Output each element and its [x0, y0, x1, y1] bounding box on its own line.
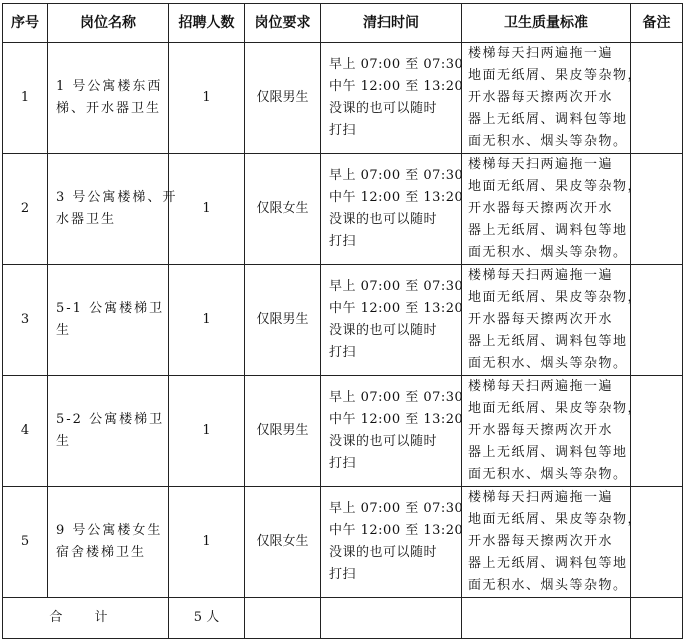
- total-empty-cell: [321, 598, 462, 639]
- time-line: 中午 12:00 至 13:20: [329, 79, 464, 94]
- total-count: 5 人: [169, 598, 245, 639]
- standard-line: 面无积水、烟头等杂物。: [468, 578, 628, 593]
- cell-position-name: [48, 376, 169, 487]
- recruitment-table: [2, 3, 683, 639]
- standard-line: 开水器每天擦两次开水: [468, 312, 614, 327]
- time-line: 中午 12:00 至 13:20: [329, 190, 464, 205]
- standard-line: 楼梯每天扫两遍拖一遍: [468, 157, 614, 172]
- time-line: 打扫: [329, 234, 357, 249]
- table-row: [3, 487, 683, 598]
- standard-line: 地面无纸屑、果皮等杂物，: [468, 179, 643, 194]
- name-line: 5-2 公寓楼梯卫: [56, 412, 165, 427]
- standard-line: 地面无纸屑、果皮等杂物，: [468, 401, 643, 416]
- cell-note: [631, 487, 683, 598]
- cell-cleaning-time: [321, 265, 462, 376]
- time-line: 没课的也可以随时: [329, 212, 438, 227]
- standard-line: 开水器每天擦两次开水: [468, 423, 614, 438]
- name-line: 宿舍楼梯卫生: [56, 545, 147, 560]
- standard-line: 地面无纸屑、果皮等杂物，: [468, 512, 643, 527]
- cell-requirement: 仅限女生: [245, 154, 321, 265]
- total-row: [3, 598, 683, 639]
- cell-count: 1: [169, 43, 245, 154]
- cell-no: 5: [3, 487, 48, 598]
- cell-note: [631, 376, 683, 487]
- time-line: 没课的也可以随时: [329, 101, 438, 116]
- standard-line: 器上无纸屑、调料包等地: [468, 445, 628, 460]
- standard-line: 器上无纸屑、调料包等地: [468, 112, 628, 127]
- cell-cleaning-time: [321, 376, 462, 487]
- standard-line: 面无积水、烟头等杂物。: [468, 467, 628, 482]
- time-line: 中午 12:00 至 13:20: [329, 523, 464, 538]
- header-count: 招聘人数: [169, 4, 245, 43]
- header-no: 序号: [3, 4, 48, 43]
- header-cleaning-time: 清扫时间: [321, 4, 462, 43]
- time-line: 没课的也可以随时: [329, 434, 438, 449]
- cell-note: [631, 265, 683, 376]
- name-line: 1 号公寓楼东西: [56, 79, 163, 94]
- header-row: [3, 4, 683, 43]
- time-line: 早上 07:00 至 07:30: [329, 390, 464, 405]
- time-line: 打扫: [329, 345, 357, 360]
- cell-cleaning-time: [321, 154, 462, 265]
- standard-line: 地面无纸屑、果皮等杂物，: [468, 290, 643, 305]
- name-line: 5-1 公寓楼梯卫: [56, 301, 165, 316]
- header-requirement: 岗位要求: [245, 4, 321, 43]
- name-line: 9 号公寓楼女生: [56, 523, 163, 538]
- standard-line: 器上无纸屑、调料包等地: [468, 334, 628, 349]
- cell-requirement: 仅限男生: [245, 43, 321, 154]
- cell-count: 1: [169, 376, 245, 487]
- cell-position-name: [48, 154, 178, 265]
- standard-line: 面无积水、烟头等杂物。: [468, 356, 628, 371]
- time-line: 打扫: [329, 567, 357, 582]
- time-line: 早上 07:00 至 07:30: [329, 57, 464, 72]
- standard-line: 面无积水、烟头等杂物。: [468, 245, 628, 260]
- cell-position-name: [48, 265, 169, 376]
- cell-requirement: 仅限女生: [245, 487, 321, 598]
- header-note: 备注: [631, 4, 683, 43]
- cell-cleaning-time: [321, 43, 462, 154]
- cell-no: 2: [3, 154, 48, 265]
- time-line: 中午 12:00 至 13:20: [329, 412, 464, 427]
- cell-requirement: 仅限男生: [245, 376, 321, 487]
- total-empty-cell: [462, 598, 631, 639]
- name-line: 梯、开水器卫生: [56, 101, 162, 116]
- table-row: [3, 265, 683, 376]
- cell-note: [631, 43, 683, 154]
- cell-no: 3: [3, 265, 48, 376]
- standard-line: 楼梯每天扫两遍拖一遍: [468, 379, 614, 394]
- cell-quality-standard: [462, 376, 643, 487]
- time-line: 没课的也可以随时: [329, 323, 438, 338]
- cell-position-name: [48, 487, 169, 598]
- header-quality-standard: 卫生质量标准: [462, 4, 631, 43]
- name-line: 生: [56, 434, 72, 449]
- total-empty-cell: [245, 598, 321, 639]
- standard-line: 开水器每天擦两次开水: [468, 534, 614, 549]
- time-line: 没课的也可以随时: [329, 545, 438, 560]
- time-line: 打扫: [329, 123, 357, 138]
- name-line: 3 号公寓楼梯、开: [56, 190, 178, 205]
- total-empty-cell: [631, 598, 683, 639]
- standard-line: 器上无纸屑、调料包等地: [468, 556, 628, 571]
- time-line: 中午 12:00 至 13:20: [329, 301, 464, 316]
- standard-line: 器上无纸屑、调料包等地: [468, 223, 628, 238]
- standard-line: 楼梯每天扫两遍拖一遍: [468, 490, 614, 505]
- table-row: [3, 43, 683, 154]
- standard-line: 面无积水、烟头等杂物。: [468, 134, 628, 149]
- total-label: 合 计: [3, 598, 169, 639]
- cell-count: 1: [169, 487, 245, 598]
- cell-no: 4: [3, 376, 48, 487]
- cell-count: 1: [169, 154, 245, 265]
- standard-line: 开水器每天擦两次开水: [468, 90, 614, 105]
- time-line: 早上 07:00 至 07:30: [329, 501, 464, 516]
- time-line: 早上 07:00 至 07:30: [329, 168, 464, 183]
- table-row: [3, 154, 683, 265]
- time-line: 打扫: [329, 456, 357, 471]
- cell-position-name: [48, 43, 169, 154]
- cell-quality-standard: [462, 487, 643, 598]
- cell-quality-standard: [462, 154, 643, 265]
- cell-quality-standard: [462, 43, 643, 154]
- cell-note: [631, 154, 683, 265]
- name-line: 生: [56, 323, 72, 338]
- standard-line: 开水器每天擦两次开水: [468, 201, 614, 216]
- cell-cleaning-time: [321, 487, 462, 598]
- cell-no: 1: [3, 43, 48, 154]
- name-line: 水器卫生: [56, 212, 117, 227]
- time-line: 早上 07:00 至 07:30: [329, 279, 464, 294]
- cell-count: 1: [169, 265, 245, 376]
- standard-line: 楼梯每天扫两遍拖一遍: [468, 46, 614, 61]
- cell-requirement: 仅限男生: [245, 265, 321, 376]
- table-row: [3, 376, 683, 487]
- header-position-name: 岗位名称: [48, 4, 169, 43]
- cell-quality-standard: [462, 265, 643, 376]
- standard-line: 楼梯每天扫两遍拖一遍: [468, 268, 614, 283]
- standard-line: 地面无纸屑、果皮等杂物，: [468, 68, 643, 83]
